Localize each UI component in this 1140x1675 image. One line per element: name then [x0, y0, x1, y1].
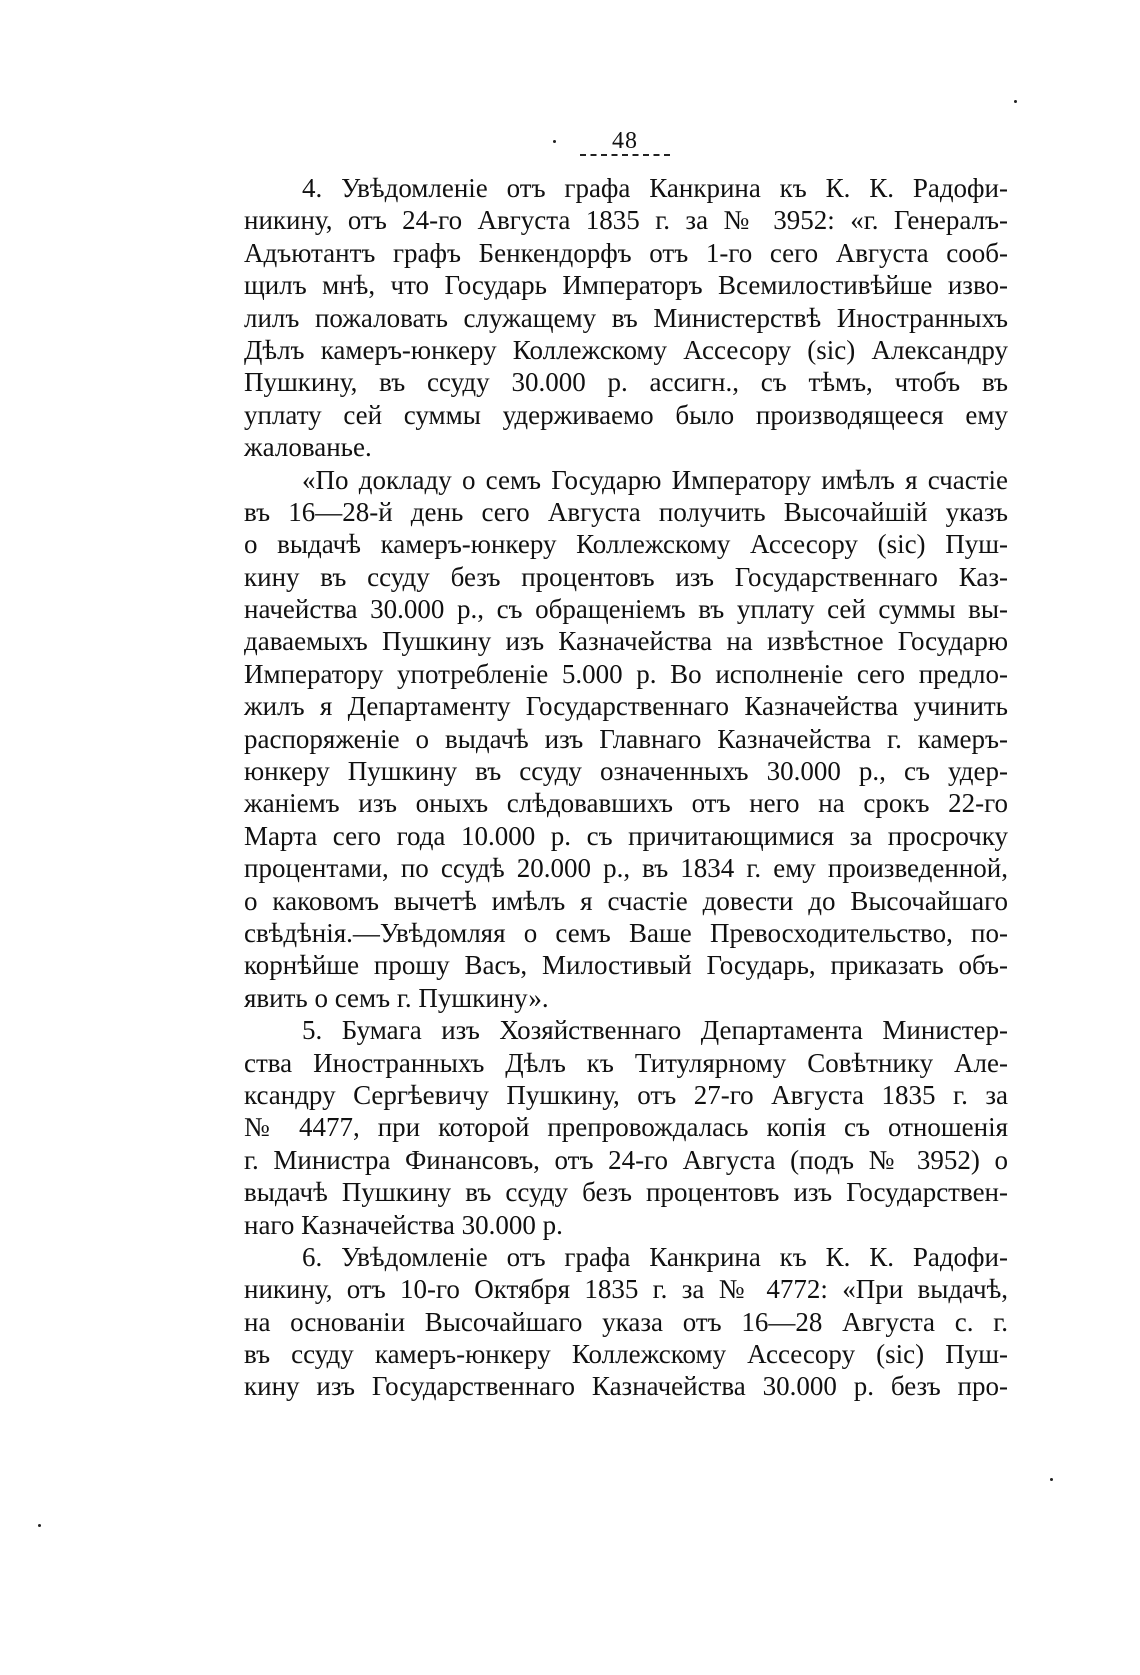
text-line: 4. Увѣдомленіе отъ графа Канкрина къ К. К. Радофи- [302, 173, 1008, 203]
text-line: кину изъ Государственнаго Казначейства 30.000 р. безъ про- [244, 1371, 1008, 1402]
text-line: явить о семъ г. Пушкину». [244, 982, 549, 1013]
text-line: Марта сего года 10.000 р. съ причитающимися за просрочку [244, 820, 1008, 851]
text-line: г. Министра Финансовъ, отъ 24-го Августа (подъ № 3952) о [244, 1144, 1008, 1175]
text-line: о каковомъ вычетѣ имѣлъ я счастіе довести до Высочайшаго [244, 885, 1008, 916]
text-line: Императору употребленіе 5.000 р. Во исполненіе сего предло- [244, 658, 1008, 689]
text-line: о выдачѣ камеръ-юнкеру Коллежскому Ассесору (sic) Пуш- [244, 529, 1008, 560]
text-line: жилъ я Департаменту Государственнаго Казначейства учинить [244, 691, 1008, 722]
text-line: № 4477, при которой препровождалась копія съ отношенія [244, 1112, 1008, 1143]
scan-speck [1050, 1478, 1053, 1481]
text-line: ксандру Сергѣевичу Пушкину, отъ 27-го Августа 1835 г. за [244, 1079, 1008, 1110]
paragraph-item-5 [244, 1014, 1008, 1241]
text-line: лилъ пожаловать служащему въ Министерствѣ Иностранныхъ [244, 302, 1008, 333]
text-line: 5. Бумага изъ Хозяйственнаго Департамента Министер- [302, 1015, 1008, 1046]
text-line: выдачѣ Пушкину въ ссуду безъ процентовъ изъ Государствен- [244, 1177, 1008, 1208]
text-line: 6. Увѣдомленіе отъ графа Канкрина къ К. К. Радофи- [302, 1241, 1008, 1272]
text-line: на основаніи Высочайшаго указа отъ 16—28 Августа с. г. [244, 1306, 1008, 1337]
body-text [244, 172, 1008, 1403]
text-line: никину, отъ 24-го Августа 1835 г. за № 3952: «г. Генералъ- [244, 205, 1008, 236]
text-line: начейства 30.000 р., съ обращеніемъ въ уплату сей суммы вы- [244, 594, 1008, 625]
text-line: распоряженіе о выдачѣ изъ Главнаго Казначейства г. камеръ- [244, 723, 1008, 754]
text-line: жалованье. [244, 432, 372, 463]
text-line: даваемыхъ Пушкину изъ Казначейства на извѣстное Государю [244, 626, 1008, 657]
text-line: наго Казначейства 30.000 р. [244, 1209, 563, 1240]
scan-speck [553, 140, 556, 143]
text-line: Адъютантъ графъ Бенкендорфъ отъ 1-го сего Августа сооб- [244, 237, 1008, 268]
text-line: ства Иностранныхъ Дѣлъ къ Титулярному Совѣтнику Але- [244, 1047, 1008, 1078]
text-line: кину въ ссуду безъ процентовъ изъ Государственнаго Каз- [244, 561, 1008, 592]
text-line: корнѣйше прошу Васъ, Милостивый Государь, приказать объ- [244, 950, 1008, 981]
text-line: Пушкину, въ ссуду 30.000 р. ассигн., съ тѣмъ, чтобъ въ [244, 367, 1008, 398]
text-line: щилъ мнѣ, что Государь Императоръ Всемилостивѣйше изво- [244, 270, 1008, 301]
page-number: 48 [612, 128, 638, 154]
text-line: свѣдѣнія.—Увѣдомляя о семъ Ваше Превосходительство, по- [244, 917, 1008, 948]
text-line: процентами, по ссудѣ 20.000 р., въ 1834 г. ему произведенной, [244, 853, 1008, 884]
scan-speck [38, 1524, 41, 1527]
paragraph-item-4 [244, 172, 1008, 464]
paragraph-item-4-quote [244, 464, 1008, 1015]
text-line: уплату сей суммы удерживаемо было производящееся ему [244, 399, 1008, 430]
text-line: Дѣлъ камеръ-юнкеру Коллежскому Ассесору (sic) Александру [244, 334, 1008, 365]
text-line: «По докладу о семъ Государю Императору имѣлъ я счастіе [302, 464, 1008, 495]
paragraph-item-6 [244, 1241, 1008, 1403]
page-number-underline [580, 154, 670, 156]
text-line: въ ссуду камеръ-юнкеру Коллежскому Ассесору (sic) Пуш- [244, 1339, 1008, 1370]
text-line: юнкеру Пушкину въ ссуду означенныхъ 30.000 р., съ удер- [244, 756, 1008, 787]
scan-speck [1014, 100, 1017, 103]
text-line: жаніемъ изъ оныхъ слѣдовавшихъ отъ него на срокъ 22-го [244, 788, 1008, 819]
text-line: никину, отъ 10-го Октября 1835 г. за № 4772: «При выдачѣ, [244, 1274, 1008, 1305]
text-line: въ 16—28-й день сего Августа получить Высочайшій указъ [244, 496, 1008, 527]
